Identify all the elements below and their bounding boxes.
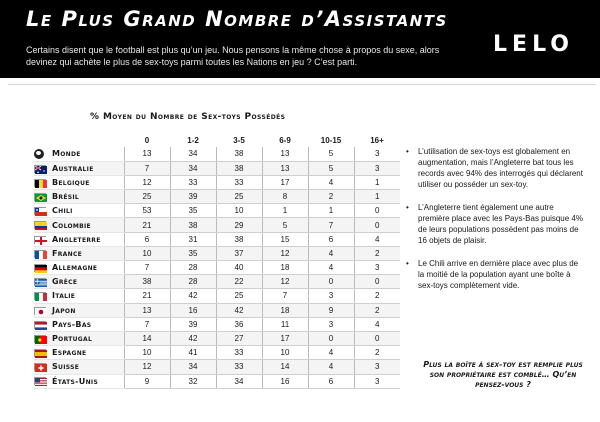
table-header-row bbox=[34, 133, 400, 147]
value-cell: 42 bbox=[216, 303, 262, 317]
flag-header bbox=[34, 133, 52, 147]
table-body bbox=[34, 147, 400, 388]
value-cell: 0 bbox=[308, 331, 354, 345]
value-cell: 1 bbox=[308, 204, 354, 218]
value-cell: 2 bbox=[354, 289, 400, 303]
flag-cell bbox=[34, 303, 52, 317]
value-cell: 0 bbox=[354, 204, 400, 218]
globe-icon bbox=[34, 149, 44, 159]
value-cell: 13 bbox=[124, 303, 170, 317]
flag-chile-icon bbox=[34, 207, 46, 215]
flag-cell bbox=[34, 289, 52, 303]
country-name: Chili bbox=[52, 204, 124, 218]
header-banner bbox=[0, 0, 600, 78]
country-name: Monde bbox=[52, 147, 124, 161]
value-cell: 25 bbox=[124, 190, 170, 204]
value-cell: 38 bbox=[216, 147, 262, 161]
value-cell: 3 bbox=[354, 374, 400, 388]
note-item: • L’utilisation de sex-toys est globalement en augmentation, mais l’Angleterre bat tous les records avec 94% des interrogés qui déclarent utiliser ou posséder un sex-toy. bbox=[406, 146, 586, 190]
country-name: Suisse bbox=[52, 360, 124, 374]
value-cell: 38 bbox=[216, 232, 262, 246]
value-cell: 3 bbox=[354, 161, 400, 175]
data-table bbox=[34, 133, 400, 389]
value-cell: 42 bbox=[170, 331, 216, 345]
country-name: Angleterre bbox=[52, 232, 124, 246]
value-cell: 10 bbox=[262, 346, 308, 360]
value-cell: 12 bbox=[262, 275, 308, 289]
value-cell: 0 bbox=[354, 275, 400, 289]
value-cell: 13 bbox=[262, 147, 308, 161]
value-cell: 10 bbox=[124, 246, 170, 260]
flag-switzerland-icon bbox=[34, 363, 46, 371]
flag-netherlands-icon bbox=[34, 321, 46, 329]
value-cell: 0 bbox=[354, 218, 400, 232]
flag-cell bbox=[34, 317, 52, 331]
value-cell: 33 bbox=[216, 346, 262, 360]
value-cell: 12 bbox=[262, 246, 308, 260]
table-row bbox=[34, 275, 400, 289]
brand-logo: LELO bbox=[493, 32, 574, 57]
flag-cell bbox=[34, 261, 52, 275]
flag-greece-icon bbox=[34, 278, 46, 286]
value-cell: 3 bbox=[354, 147, 400, 161]
table-row bbox=[34, 190, 400, 204]
value-cell: 34 bbox=[216, 374, 262, 388]
value-cell: 5 bbox=[308, 147, 354, 161]
country-header bbox=[52, 133, 124, 147]
country-name: Portugal bbox=[52, 331, 124, 345]
value-cell: 4 bbox=[354, 232, 400, 246]
value-cell: 34 bbox=[170, 360, 216, 374]
value-cell: 13 bbox=[262, 161, 308, 175]
flag-japan-icon bbox=[34, 307, 46, 315]
value-cell: 1 bbox=[354, 190, 400, 204]
value-cell: 6 bbox=[308, 374, 354, 388]
value-cell: 41 bbox=[170, 346, 216, 360]
value-cell: 33 bbox=[216, 175, 262, 189]
table-row bbox=[34, 374, 400, 388]
closing-quote: Plus la boîte à sex-toy est remplie plus son propriétaire est comblé… Qu’en pensez-vous ? bbox=[423, 360, 583, 389]
flag-belgium-icon bbox=[34, 179, 46, 187]
table-row bbox=[34, 303, 400, 317]
column-header: 1-2 bbox=[187, 135, 199, 145]
value-cell: 4 bbox=[354, 317, 400, 331]
value-cell: 32 bbox=[170, 374, 216, 388]
table-row bbox=[34, 360, 400, 374]
flag-usa-icon bbox=[34, 377, 46, 385]
flag-spain-icon bbox=[34, 349, 46, 357]
table-row bbox=[34, 161, 400, 175]
value-cell: 17 bbox=[262, 331, 308, 345]
value-cell: 13 bbox=[124, 147, 170, 161]
value-cell: 34 bbox=[170, 147, 216, 161]
flag-cell bbox=[34, 147, 52, 161]
country-name: Colombie bbox=[52, 218, 124, 232]
value-cell: 4 bbox=[308, 261, 354, 275]
value-cell: 34 bbox=[170, 161, 216, 175]
value-cell: 11 bbox=[262, 317, 308, 331]
value-cell: 35 bbox=[170, 204, 216, 218]
table-title: % Moyen du Nombre de Sex-toys Possédés bbox=[90, 112, 286, 122]
value-cell: 38 bbox=[124, 275, 170, 289]
intro-text: Certains disent que le football est plus qu’un jeu. Nous pensons la même chose à propos du sexe, alors devinez qui achète le plus de sex-toys parmi toutes les Nations en jeu ? C’est parti. bbox=[26, 45, 440, 67]
value-cell: 7 bbox=[124, 261, 170, 275]
value-cell: 6 bbox=[124, 232, 170, 246]
country-name: Pays-Bas bbox=[52, 317, 124, 331]
country-name: Allemagne bbox=[52, 261, 124, 275]
country-name: Japon bbox=[52, 303, 124, 317]
value-cell: 22 bbox=[216, 275, 262, 289]
table-row bbox=[34, 261, 400, 275]
flag-england-icon bbox=[34, 236, 46, 244]
value-cell: 18 bbox=[262, 303, 308, 317]
value-cell: 6 bbox=[308, 232, 354, 246]
country-name: Belgique bbox=[52, 175, 124, 189]
flag-cell bbox=[34, 218, 52, 232]
flag-portugal-icon bbox=[34, 335, 46, 343]
country-name: Australie bbox=[52, 161, 124, 175]
value-cell: 2 bbox=[354, 303, 400, 317]
flag-cell bbox=[34, 331, 52, 345]
value-cell: 37 bbox=[216, 246, 262, 260]
flag-cell bbox=[34, 360, 52, 374]
value-cell: 31 bbox=[170, 232, 216, 246]
value-cell: 1 bbox=[354, 175, 400, 189]
value-cell: 4 bbox=[308, 360, 354, 374]
table-row bbox=[34, 147, 400, 161]
column-header: 6-9 bbox=[279, 135, 291, 145]
value-cell: 28 bbox=[170, 275, 216, 289]
country-name: France bbox=[52, 246, 124, 260]
value-cell: 8 bbox=[262, 190, 308, 204]
value-cell: 27 bbox=[216, 331, 262, 345]
value-cell: 16 bbox=[262, 374, 308, 388]
value-cell: 42 bbox=[170, 289, 216, 303]
value-cell: 0 bbox=[308, 275, 354, 289]
flag-italy-icon bbox=[34, 292, 46, 300]
value-cell: 29 bbox=[216, 218, 262, 232]
value-cell: 33 bbox=[216, 360, 262, 374]
flag-cell bbox=[34, 161, 52, 175]
value-cell: 5 bbox=[262, 218, 308, 232]
table-row bbox=[34, 175, 400, 189]
table-row bbox=[34, 204, 400, 218]
value-cell: 5 bbox=[308, 161, 354, 175]
table-row bbox=[34, 331, 400, 345]
country-name: États-Unis bbox=[52, 374, 124, 388]
country-name: Italie bbox=[52, 289, 124, 303]
column-header: 10-15 bbox=[320, 135, 342, 145]
column-header: 3-5 bbox=[233, 135, 245, 145]
value-cell: 25 bbox=[216, 289, 262, 303]
value-cell: 39 bbox=[170, 317, 216, 331]
value-cell: 9 bbox=[124, 374, 170, 388]
value-cell: 14 bbox=[124, 331, 170, 345]
value-cell: 53 bbox=[124, 204, 170, 218]
value-cell: 12 bbox=[124, 175, 170, 189]
value-cell: 2 bbox=[308, 190, 354, 204]
flag-cell bbox=[34, 232, 52, 246]
flag-brazil-icon bbox=[34, 193, 46, 201]
value-cell: 10 bbox=[216, 204, 262, 218]
value-cell: 12 bbox=[124, 360, 170, 374]
value-cell: 2 bbox=[354, 346, 400, 360]
value-cell: 4 bbox=[308, 175, 354, 189]
note-item: • L’Angleterre tient également une autre première place avec les Pays-Bas puisque 4% de leurs populations possèdent pas moins de 16 objets de plaisir. bbox=[406, 202, 586, 246]
value-cell: 33 bbox=[170, 175, 216, 189]
country-name: Grèce bbox=[52, 275, 124, 289]
flag-cell bbox=[34, 346, 52, 360]
country-name: Brésil bbox=[52, 190, 124, 204]
column-header: 0 bbox=[144, 135, 150, 145]
country-name: Espagne bbox=[52, 346, 124, 360]
table-row bbox=[34, 232, 400, 246]
page-title: Le Plus Grand Nombre d’Assistants bbox=[26, 7, 448, 31]
table-row bbox=[34, 246, 400, 260]
value-cell: 4 bbox=[308, 346, 354, 360]
value-cell: 7 bbox=[124, 317, 170, 331]
flag-cell bbox=[34, 374, 52, 388]
flag-colombia-icon bbox=[34, 221, 46, 229]
value-cell: 40 bbox=[216, 261, 262, 275]
value-cell: 14 bbox=[262, 360, 308, 374]
value-cell: 28 bbox=[170, 261, 216, 275]
note-item: • Le Chili arrive en dernière place avec plus de la moitié de la population ayant une boîte à sex-toys complètement vide. bbox=[406, 258, 586, 291]
column-header: 16+ bbox=[370, 135, 384, 145]
flag-cell bbox=[34, 275, 52, 289]
flag-cell bbox=[34, 246, 52, 260]
value-cell: 36 bbox=[216, 317, 262, 331]
value-cell: 21 bbox=[124, 289, 170, 303]
value-cell: 9 bbox=[308, 303, 354, 317]
value-cell: 35 bbox=[170, 246, 216, 260]
value-cell: 7 bbox=[308, 218, 354, 232]
notes-list bbox=[406, 146, 586, 303]
value-cell: 7 bbox=[262, 289, 308, 303]
value-cell: 15 bbox=[262, 232, 308, 246]
value-cell: 3 bbox=[354, 360, 400, 374]
value-cell: 38 bbox=[216, 161, 262, 175]
value-cell: 10 bbox=[124, 346, 170, 360]
table-row bbox=[34, 317, 400, 331]
value-cell: 3 bbox=[308, 317, 354, 331]
flag-cell bbox=[34, 204, 52, 218]
table-row bbox=[34, 289, 400, 303]
value-cell: 3 bbox=[308, 289, 354, 303]
value-cell: 18 bbox=[262, 261, 308, 275]
table-row bbox=[34, 346, 400, 360]
value-cell: 21 bbox=[124, 218, 170, 232]
flag-cell bbox=[34, 190, 52, 204]
value-cell: 16 bbox=[170, 303, 216, 317]
value-cell: 25 bbox=[216, 190, 262, 204]
flag-cell bbox=[34, 175, 52, 189]
flag-australia-icon bbox=[34, 165, 46, 173]
value-cell: 0 bbox=[354, 331, 400, 345]
value-cell: 17 bbox=[262, 175, 308, 189]
flag-germany-icon bbox=[34, 264, 46, 272]
flag-france-icon bbox=[34, 250, 46, 258]
table-row bbox=[34, 218, 400, 232]
value-cell: 39 bbox=[170, 190, 216, 204]
value-cell: 1 bbox=[262, 204, 308, 218]
value-cell: 4 bbox=[308, 246, 354, 260]
value-cell: 2 bbox=[354, 246, 400, 260]
value-cell: 38 bbox=[170, 218, 216, 232]
value-cell: 7 bbox=[124, 161, 170, 175]
value-cell: 3 bbox=[354, 261, 400, 275]
